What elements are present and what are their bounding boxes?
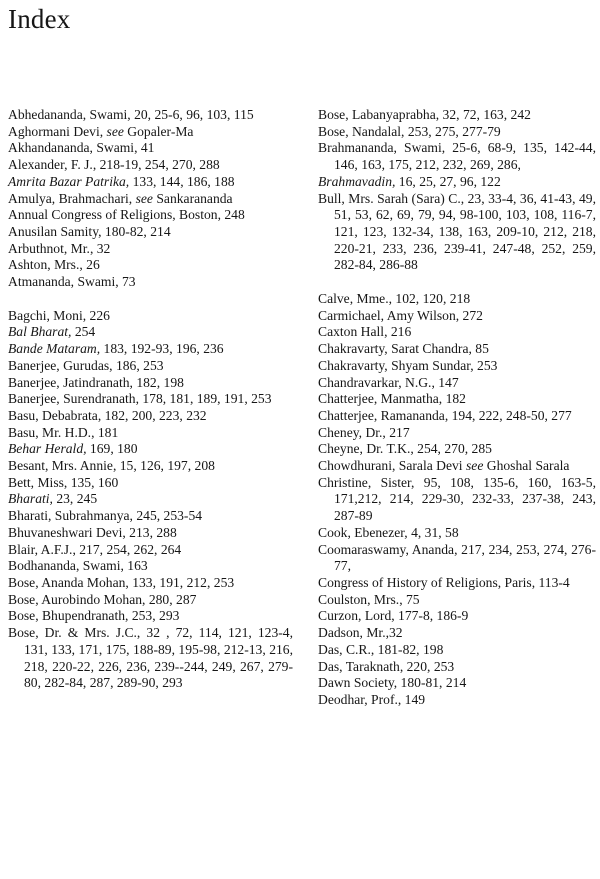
index-entry-text: Gopaler-Ma: [123, 123, 194, 139]
index-entry-text: Dawn Society, 180-81, 214: [318, 675, 467, 691]
index-entry-text: Chakravarty, Shyam Sundar, 253: [318, 357, 498, 373]
index-entry: [8, 207, 293, 224]
index-entry-text: Brahmananda, Swami, 25-6, 68-9, 135, 142-44, 146, 163, 175, 212, 232, 269, 286,: [318, 140, 596, 173]
index-entry-italic-text: see: [106, 123, 124, 139]
index-entry: [318, 324, 596, 341]
index-entry-text: Caxton Hall, 216: [318, 324, 412, 340]
index-entry: [8, 475, 293, 492]
index-entry-text: Calve, Mme., 102, 120, 218: [318, 291, 471, 307]
index-entry-italic-text: Brahmavadin,: [318, 173, 396, 189]
index-entry-text: Cheney, Dr., 217: [318, 424, 410, 440]
index-entry: [318, 291, 596, 308]
index-entry-text: Banerjee, Surendranath, 178, 181, 189, 191, 253: [8, 391, 272, 407]
index-entry: [8, 558, 293, 575]
index-entry-text: Christine, Sister, 95, 108, 135-6, 160, 163-5, 171,212, 214, 229-30, 232-33, 237-38, 243, 287-89: [318, 474, 596, 524]
index-entry-text: Ashton, Mrs., 26: [8, 257, 100, 273]
index-entry: [318, 191, 596, 275]
index-entry-text: Arbuthnot, Mr., 32: [8, 240, 111, 256]
index-entry: [318, 408, 596, 425]
index-entry-text: Bodhananda, Swami, 163: [8, 558, 148, 574]
index-entry-text: Basu, Debabrata, 182, 200, 223, 232: [8, 407, 207, 423]
index-entry-text: Ghoshal Sarala: [483, 458, 570, 474]
index-entry-text: Curzon, Lord, 177-8, 186-9: [318, 608, 469, 624]
index-entry-text: Coomaraswamy, Ananda, 217, 234, 253, 274, 276-77,: [318, 541, 596, 574]
index-entry: [8, 140, 293, 157]
index-entry-text: Das, C.R., 181-82, 198: [318, 641, 444, 657]
index-entry-italic-text: Amrita Bazar Patrika,: [8, 173, 130, 189]
index-entry-italic-text: see: [135, 190, 153, 206]
index-entry: [318, 124, 596, 141]
index-entry-text: Basu, Mr. H.D., 181: [8, 424, 119, 440]
index-entry: [8, 525, 293, 542]
index-entry: [318, 475, 596, 525]
index-entry: [318, 107, 596, 124]
index-entry-italic-text: Bal Bharat,: [8, 324, 72, 340]
index-entry-italic-text: Bande Mataram,: [8, 341, 101, 357]
index-entry-text: Chatterjee, Ramananda, 194, 222, 248-50, 277: [318, 407, 572, 423]
index-entry: [8, 157, 293, 174]
index-entry: [318, 659, 596, 676]
index-entry: [8, 241, 293, 258]
index-entry: [8, 358, 293, 375]
index-entry-text: 183, 192-93, 196, 236: [100, 341, 224, 357]
index-entry-text: Deodhar, Prof., 149: [318, 691, 426, 707]
index-entry-text: Congress of History of Religions, Paris, 113-4: [318, 574, 570, 590]
index-entry-text: Anusilan Samity, 180-82, 214: [8, 223, 171, 239]
index-entry-text: Banerjee, Jatindranath, 182, 198: [8, 374, 184, 390]
index-entry-italic-text: Bharati,: [8, 491, 53, 507]
index-entry-text: Bose, Ananda Mohan, 133, 191, 212, 253: [8, 574, 235, 590]
index-entry: [8, 124, 293, 141]
index-entry: [8, 324, 293, 341]
index-entry: [8, 575, 293, 592]
index-entry: [8, 274, 293, 291]
letter-group-gap: [318, 274, 596, 291]
index-entry-italic-text: see: [466, 458, 484, 474]
index-entry-text: Annual Congress of Religions, Boston, 248: [8, 207, 245, 223]
index-entry: [8, 191, 293, 208]
index-entry: [318, 358, 596, 375]
index-entry-text: 16, 25, 27, 96, 122: [395, 173, 501, 189]
index-entry-text: 169, 180: [86, 441, 138, 457]
index-entry-text: 254: [71, 324, 96, 340]
index-entry: [318, 458, 596, 475]
index-entry-text: Chakravarty, Sarat Chandra, 85: [318, 341, 489, 357]
index-entry: [8, 341, 293, 358]
index-entry-text: Aghormani Devi,: [8, 123, 107, 139]
index-entry: [318, 308, 596, 325]
index-entry: [8, 174, 293, 191]
index-entry-text: Atmananda, Swami, 73: [8, 274, 136, 290]
index-entry: [318, 608, 596, 625]
index-entry: [318, 592, 596, 609]
index-entry: [318, 675, 596, 692]
index-entry-text: Sankarananda: [152, 190, 233, 206]
index-entry-text: Coulston, Mrs., 75: [318, 591, 420, 607]
index-entry: [318, 625, 596, 642]
index-entry-text: Bett, Miss, 135, 160: [8, 474, 119, 490]
index-entry-text: Bose, Dr. & Mrs. J.C., 32 , 72, 114, 121, 123-4, 131, 133, 171, 175, 188-89, 195-98, 212-13, 216, 218, 220-22, 226, 236, 239--244, 249, 267, 279-80, 282-84, 287, 289-90, 293: [8, 625, 293, 691]
index-column-right: [318, 107, 596, 709]
index-entry: [8, 441, 293, 458]
index-entry-text: Dadson, Mr.,32: [318, 625, 403, 641]
index-entry: [318, 140, 596, 173]
index-entry: [8, 375, 293, 392]
index-entry-text: Bose, Labanyaprabha, 32, 72, 163, 242: [318, 107, 531, 122]
index-entry-text: Banerjee, Gurudas, 186, 253: [8, 357, 164, 373]
index-entry: [318, 575, 596, 592]
index-entry-text: Chowdhurani, Sarala Devi: [318, 458, 466, 474]
index-entry-text: Besant, Mrs. Annie, 15, 126, 197, 208: [8, 458, 215, 474]
index-entry-text: Cook, Ebenezer, 4, 31, 58: [318, 524, 459, 540]
index-entry: [318, 525, 596, 542]
index-entry-text: 133, 144, 186, 188: [129, 173, 235, 189]
index-entry: [8, 408, 293, 425]
index-entry: [318, 441, 596, 458]
index-entry: [318, 174, 596, 191]
letter-group-gap: [8, 291, 293, 308]
page-title: Index: [8, 4, 71, 34]
index-entry-text: Carmichael, Amy Wilson, 272: [318, 307, 483, 323]
index-entry: [318, 542, 596, 575]
index-column-left: [8, 107, 293, 692]
index-entry: [318, 391, 596, 408]
index-entry-text: Bhuvaneshwari Devi, 213, 288: [8, 524, 177, 540]
index-entry-text: Blair, A.F.J., 217, 254, 262, 264: [8, 541, 182, 557]
index-entry: [318, 425, 596, 442]
index-entry-text: Chandravarkar, N.G., 147: [318, 374, 459, 390]
index-entry: [318, 341, 596, 358]
index-entry-text: Chatterjee, Manmatha, 182: [318, 391, 466, 407]
index-entry: [8, 491, 293, 508]
index-entry-text: Bose, Bhupendranath, 253, 293: [8, 608, 180, 624]
index-entry-text: Cheyne, Dr. T.K., 254, 270, 285: [318, 441, 492, 457]
index-entry-text: Bharati, Subrahmanya, 245, 253-54: [8, 508, 203, 524]
index-entry-text: Bose, Nandalal, 253, 275, 277-79: [318, 123, 501, 139]
index-entry: [8, 308, 293, 325]
index-entry-text: Abhedananda, Swami, 20, 25-6, 96, 103, 115: [8, 107, 254, 122]
index-entry-text: 23, 245: [52, 491, 98, 507]
index-entry: [8, 391, 293, 408]
index-entry: [318, 375, 596, 392]
index-entry: [8, 107, 293, 124]
index-entry: [8, 508, 293, 525]
index-entry-text: Amulya, Brahmachari,: [8, 190, 136, 206]
index-entry: [8, 224, 293, 241]
index-entry-text: Bose, Aurobindo Mohan, 280, 287: [8, 591, 197, 607]
index-entry: [8, 608, 293, 625]
index-entry: [8, 425, 293, 442]
index-entry: [8, 542, 293, 559]
index-entry-text: Bagchi, Moni, 226: [8, 307, 110, 323]
index-entry: [8, 625, 293, 692]
index-entry: [8, 592, 293, 609]
index-entry-text: Das, Taraknath, 220, 253: [318, 658, 455, 674]
index-entry: [8, 458, 293, 475]
index-entry-text: Akhandananda, Swami, 41: [8, 140, 155, 156]
index-entry-italic-text: Behar Herald,: [8, 441, 87, 457]
index-entry-text: Alexander, F. J., 218-19, 254, 270, 288: [8, 157, 220, 173]
index-entry: [318, 642, 596, 659]
index-entry: [8, 257, 293, 274]
index-entry-text: Bull, Mrs. Sarah (Sara) C., 23, 33-4, 36, 41-43, 49, 51, 53, 62, 69, 79, 94, 98-100, 103, 108, 116-7, 121, 123, 132-34, 138, 163, 209-10, 212, 218, 220-21, 233, 236, 239-41, 247-48, 252, 259, 282-84, 286-88: [318, 190, 596, 273]
index-entry: [318, 692, 596, 709]
